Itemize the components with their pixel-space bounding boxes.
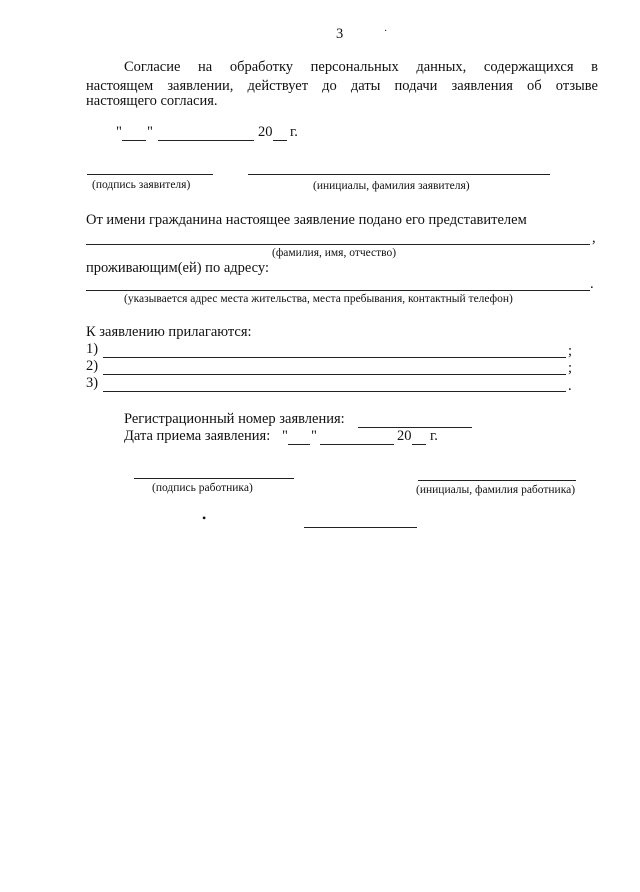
receipt-day-blank[interactable]	[288, 444, 310, 445]
attachment-line[interactable]	[103, 357, 566, 358]
representative-comma: ,	[592, 230, 596, 246]
attachments-heading: К заявлению прилагаются:	[86, 324, 252, 340]
attachment-number: 2)	[86, 358, 99, 374]
attachment-line[interactable]	[103, 374, 566, 375]
page-number: 3	[336, 26, 344, 42]
representative-fio-line[interactable]	[86, 244, 590, 245]
registration-number-line[interactable]	[358, 427, 472, 428]
receipt-year-prefix: 20	[397, 428, 412, 444]
employee-name-line[interactable]	[418, 480, 576, 481]
year-blank[interactable]	[273, 140, 287, 141]
receipt-month-blank[interactable]	[320, 444, 394, 445]
representative-fio-caption: (фамилия, имя, отчество)	[272, 247, 397, 259]
receipt-date-label: Дата приема заявления:	[124, 428, 271, 444]
consent-line-2: настоящем заявлении, действует до даты подачи заявления об отзыве	[86, 78, 598, 94]
employee-signature-line[interactable]	[134, 478, 294, 479]
applicant-signature-line[interactable]	[87, 174, 213, 175]
receipt-quote-close: "	[311, 428, 317, 444]
receipt-year-blank[interactable]	[412, 444, 426, 445]
representative-text: От имени гражданина настоящее заявление подано его представителем	[86, 212, 527, 228]
date-quote-close: "	[147, 124, 153, 140]
year-suffix: г.	[290, 124, 298, 140]
attachment-number: 1)	[86, 341, 99, 357]
closing-rule	[304, 527, 417, 528]
attachment-end: ;	[568, 343, 573, 359]
speck-mark: ·	[384, 26, 388, 37]
employee-name-caption: (инициалы, фамилия работника)	[416, 484, 576, 496]
date-quote-open: "	[116, 124, 122, 140]
year-prefix: 20	[258, 124, 273, 140]
address-line[interactable]	[86, 290, 590, 291]
employee-signature-caption: (подпись работника)	[152, 482, 253, 494]
month-blank[interactable]	[158, 140, 254, 141]
stray-dot: •	[202, 511, 207, 525]
attachment-number: 3)	[86, 375, 99, 391]
consent-line-3: настоящего согласия.	[86, 93, 218, 109]
applicant-signature-caption: (подпись заявителя)	[92, 179, 191, 191]
receipt-year-suffix: г.	[430, 428, 438, 444]
day-blank[interactable]	[122, 140, 146, 141]
attachment-line[interactable]	[103, 391, 566, 392]
applicant-name-line[interactable]	[248, 174, 550, 175]
address-label: проживающим(ей) по адресу:	[86, 260, 270, 276]
applicant-name-caption: (инициалы, фамилия заявителя)	[313, 180, 470, 192]
consent-line-1: Согласие на обработку персональных данных, содержащихся в	[124, 59, 598, 75]
address-period: .	[590, 276, 594, 292]
address-caption: (указывается адрес места жительства, места пребывания, контактный телефон)	[124, 293, 513, 305]
receipt-quote-open: "	[282, 428, 288, 444]
registration-number-label: Регистрационный номер заявления:	[124, 411, 345, 427]
attachment-end: ;	[568, 360, 573, 376]
attachment-end: .	[568, 378, 572, 394]
